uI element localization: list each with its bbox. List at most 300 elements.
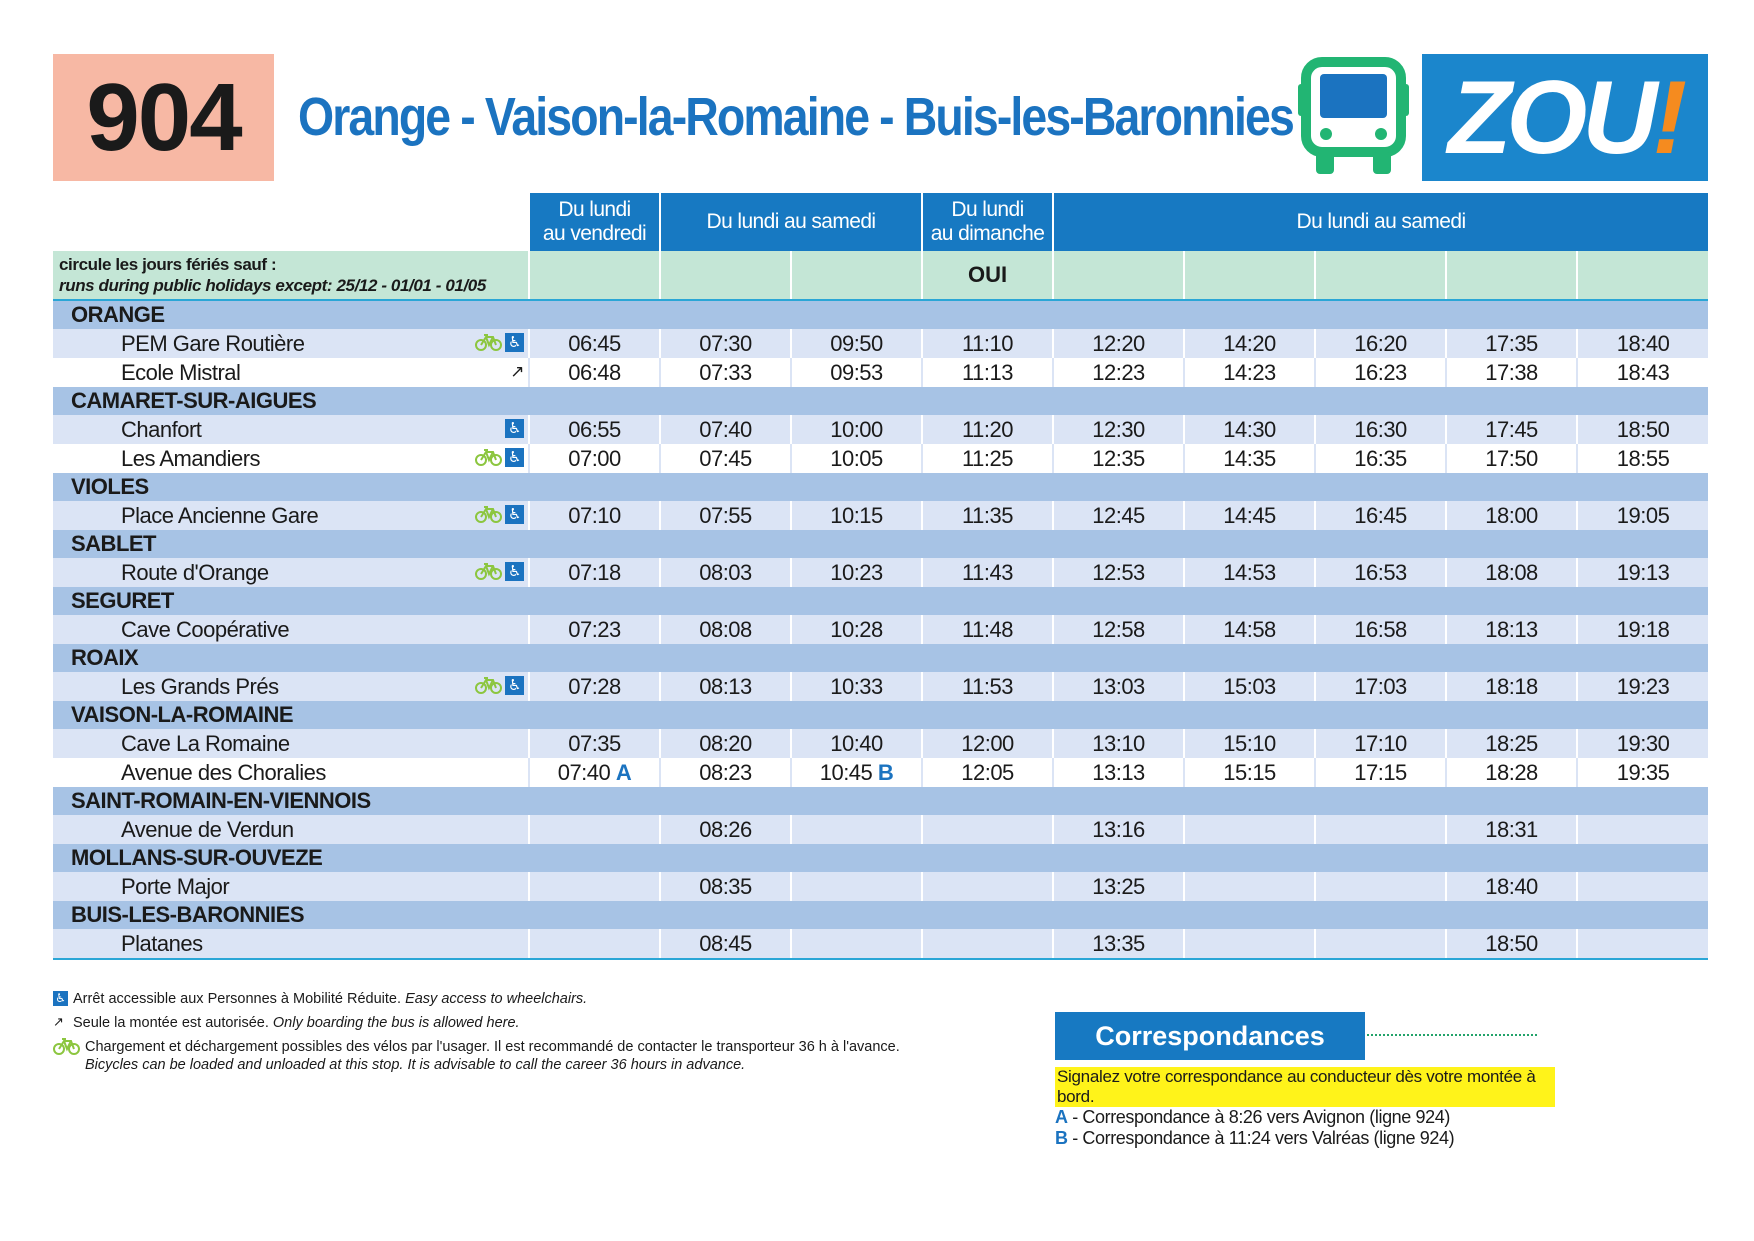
departure-time	[1446, 558, 1577, 587]
stop-name-cell	[53, 444, 529, 473]
departure-time	[1315, 929, 1446, 959]
bicycle-icon	[475, 562, 502, 581]
time-value: 08:26	[699, 816, 752, 842]
legend-bike-en: Bicycles can be loaded and unloaded at this stop. It is advisable to call the career 36 hours in advance.	[85, 1057, 746, 1073]
legend-wheelchair-fr: Arrêt accessible aux Personnes à Mobilité Réduite.	[73, 991, 402, 1007]
legend	[53, 990, 1013, 1080]
departure-time	[1184, 558, 1315, 587]
departure-time	[529, 815, 660, 844]
time-value: 14:58	[1223, 616, 1276, 642]
departure-time	[1577, 329, 1708, 358]
time-value: 07:55	[699, 502, 752, 528]
stop-row	[53, 729, 1708, 758]
holiday-value	[529, 251, 660, 300]
time-value: 14:35	[1223, 445, 1276, 471]
stop-name: Les Amandiers	[121, 445, 261, 471]
departure-time	[1184, 444, 1315, 473]
departure-time	[529, 929, 660, 959]
stop-row	[53, 929, 1708, 959]
wheelchair-icon: ♿	[53, 991, 68, 1006]
time-value: 14:20	[1223, 330, 1276, 356]
time-value: 13:10	[1092, 730, 1145, 756]
departure-time	[1315, 729, 1446, 758]
time-value: 13:35	[1092, 930, 1145, 956]
time-value: 16:45	[1354, 502, 1407, 528]
time-value: 11:35	[962, 502, 1013, 528]
departure-time	[791, 444, 922, 473]
departure-time	[791, 729, 922, 758]
holiday-value	[1315, 251, 1446, 300]
column-group-label: Du lundi	[951, 198, 1024, 221]
column-header-row	[53, 193, 1708, 251]
time-value: 12:35	[1092, 445, 1145, 471]
town-row	[53, 300, 1708, 329]
stop-name-cell	[53, 815, 529, 844]
legend-wheelchair	[53, 990, 1013, 1008]
departure-time	[922, 358, 1053, 387]
departure-time	[1053, 358, 1184, 387]
stop-name-cell	[53, 929, 529, 959]
line-number-badge: 904	[53, 54, 274, 181]
time-value: 11:25	[962, 445, 1013, 471]
town-name: SAINT-ROMAIN-EN-VIENNOIS	[53, 787, 1708, 815]
column-group-label: au vendredi	[542, 222, 647, 245]
stop-name-cell	[53, 558, 529, 587]
holiday-label-fr: circule les jours fériés sauf :	[59, 255, 277, 274]
stop-icons	[475, 562, 524, 581]
time-value: 08:35	[699, 873, 752, 899]
departure-time	[922, 415, 1053, 444]
departure-time	[922, 558, 1053, 587]
holiday-value: OUI	[922, 251, 1053, 300]
time-value: 19:35	[1616, 759, 1670, 785]
departure-time	[1577, 358, 1708, 387]
stop-name-cell	[53, 415, 529, 444]
time-value: 11:53	[962, 673, 1013, 699]
town-row	[53, 387, 1708, 415]
town-row	[53, 844, 1708, 872]
timetable-body	[53, 300, 1708, 959]
departure-time	[1446, 329, 1577, 358]
stop-name-cell	[53, 501, 529, 530]
departure-time	[1184, 872, 1315, 901]
time-value: 16:23	[1354, 359, 1407, 385]
departure-time	[1577, 615, 1708, 644]
time-value: 06:55	[568, 416, 621, 442]
departure-time	[660, 929, 791, 959]
bicycle-icon	[475, 333, 502, 352]
departure-time	[1315, 558, 1446, 587]
connection-item-a	[1055, 1107, 1555, 1128]
route-title: Orange - Vaison-la-Romaine - Buis-les-Baronnies	[298, 87, 1293, 147]
departure-time	[1184, 415, 1315, 444]
column-group-label: Du lundi	[558, 198, 631, 221]
column-group-mon-sat-2	[1053, 193, 1708, 251]
time-value: 19:13	[1616, 559, 1670, 585]
stop-row	[53, 329, 1708, 358]
time-value: 10:45	[819, 759, 873, 785]
departure-time	[791, 558, 922, 587]
time-value: 15:15	[1223, 759, 1276, 785]
departure-time	[922, 501, 1053, 530]
stop-row	[53, 872, 1708, 901]
departure-time	[529, 758, 660, 787]
stop-row	[53, 358, 1708, 387]
departure-time	[791, 929, 922, 959]
time-value: 12:58	[1092, 616, 1145, 642]
stop-name: Route d'Orange	[121, 559, 269, 585]
time-value: 07:40	[557, 759, 611, 785]
time-value: 14:45	[1223, 502, 1276, 528]
time-value: 07:23	[568, 616, 621, 642]
departure-time	[1184, 672, 1315, 701]
time-value: 08:20	[699, 730, 752, 756]
legend-boarding	[53, 1014, 1013, 1032]
departure-time	[1184, 729, 1315, 758]
time-value: 18:40	[1616, 330, 1670, 356]
time-value: 18:55	[1616, 445, 1670, 471]
town-name: VIOLES	[53, 473, 1708, 501]
stop-row	[53, 415, 1708, 444]
time-value: 11:13	[962, 359, 1013, 385]
departure-time	[1184, 758, 1315, 787]
holiday-value	[791, 251, 922, 300]
departure-time	[1053, 929, 1184, 959]
time-value: 10:40	[830, 730, 883, 756]
departure-time	[1315, 415, 1446, 444]
zou-logo	[1422, 54, 1708, 181]
stop-name: Platanes	[121, 930, 203, 956]
departure-time	[1315, 872, 1446, 901]
connection-text: - Correspondance à 8:26 vers Avignon (ligne 924)	[1067, 1107, 1450, 1127]
connection-note-letter: A	[615, 759, 632, 785]
time-value: 17:10	[1354, 730, 1407, 756]
stop-icons	[475, 448, 524, 467]
stop-name: PEM Gare Routière	[121, 330, 305, 356]
time-value: 19:18	[1616, 616, 1670, 642]
departure-time	[1577, 929, 1708, 959]
stop-name: Avenue des Choralies	[121, 759, 326, 785]
departure-time	[660, 415, 791, 444]
departure-time	[791, 615, 922, 644]
stop-name: Chanfort	[121, 416, 202, 442]
boarding-only-arrow-icon: ↗	[510, 362, 524, 382]
time-value: 12:00	[961, 730, 1014, 756]
town-row	[53, 701, 1708, 729]
time-value: 16:58	[1354, 616, 1407, 642]
departure-time	[1184, 615, 1315, 644]
time-value: 11:43	[962, 559, 1013, 585]
time-value: 17:45	[1485, 416, 1538, 442]
departure-time	[660, 872, 791, 901]
legend-boarding-en: Only boarding the bus is allowed here.	[272, 1015, 520, 1031]
boarding-only-arrow-icon: ↗	[53, 1015, 64, 1030]
time-value: 07:28	[568, 673, 621, 699]
departure-time	[529, 444, 660, 473]
stop-icons	[475, 505, 524, 524]
time-value: 07:33	[699, 359, 752, 385]
stop-name: Cave La Romaine	[121, 730, 290, 756]
departure-time	[529, 615, 660, 644]
departure-time	[1446, 501, 1577, 530]
time-value: 08:03	[699, 559, 752, 585]
departure-time	[1446, 358, 1577, 387]
holiday-label	[53, 251, 529, 300]
departure-time	[1053, 501, 1184, 530]
time-value: 07:10	[568, 502, 621, 528]
stop-row	[53, 758, 1708, 787]
connections-panel	[1055, 1012, 1555, 1149]
time-value: 17:50	[1485, 445, 1538, 471]
departure-time	[660, 672, 791, 701]
town-name: MOLLANS-SUR-OUVEZE	[53, 844, 1708, 872]
stop-name: Porte Major	[121, 873, 230, 899]
departure-time	[1184, 358, 1315, 387]
departure-time	[1446, 444, 1577, 473]
departure-time	[1446, 615, 1577, 644]
departure-time	[922, 729, 1053, 758]
departure-time	[1577, 558, 1708, 587]
departure-time	[529, 415, 660, 444]
departure-time	[529, 358, 660, 387]
zou-logo-mark: !	[1652, 59, 1683, 176]
town-name: SABLET	[53, 530, 1708, 558]
holiday-label-en: runs during public holidays except: 25/12 - 01/01 - 01/05	[59, 276, 486, 295]
column-group-weekdays	[529, 193, 660, 251]
column-group-label: Du lundi au samedi	[706, 210, 876, 233]
stop-row	[53, 615, 1708, 644]
stop-name: Avenue de Verdun	[121, 816, 294, 842]
time-value: 16:53	[1354, 559, 1407, 585]
wheelchair-icon: ♿	[505, 419, 524, 438]
stop-row	[53, 444, 1708, 473]
holiday-value	[1184, 251, 1315, 300]
column-group-label: au dimanche	[930, 222, 1045, 245]
stop-name-cell	[53, 758, 529, 787]
departure-time	[1577, 672, 1708, 701]
holiday-value	[660, 251, 791, 300]
departure-time	[660, 758, 791, 787]
departure-time	[791, 501, 922, 530]
departure-time	[791, 415, 922, 444]
departure-time	[1053, 558, 1184, 587]
time-value: 18:00	[1485, 502, 1538, 528]
time-value: 14:23	[1223, 359, 1276, 385]
connection-note-letter: B	[877, 759, 894, 785]
time-value: 18:50	[1616, 416, 1670, 442]
departure-time	[1053, 444, 1184, 473]
departure-time	[1053, 815, 1184, 844]
stop-name-cell	[53, 672, 529, 701]
column-group-label: Du lundi au samedi	[1296, 210, 1466, 233]
legend-boarding-fr: Seule la montée est autorisée.	[73, 1015, 269, 1031]
time-value: 07:40	[699, 416, 752, 442]
town-row	[53, 530, 1708, 558]
time-value: 19:05	[1616, 502, 1670, 528]
departure-time	[1053, 729, 1184, 758]
departure-time	[660, 501, 791, 530]
time-value: 10:28	[830, 616, 883, 642]
town-row	[53, 787, 1708, 815]
departure-time	[1315, 758, 1446, 787]
column-group-mon-sat	[660, 193, 922, 251]
legend-bike-fr: Chargement et déchargement possibles des vélos par l'usager. Il est recommandé de contacter le transporteur 36 h à l'avance.	[85, 1039, 900, 1055]
departure-time	[529, 501, 660, 530]
town-row	[53, 587, 1708, 615]
departure-time	[660, 358, 791, 387]
time-value: 18:40	[1485, 873, 1538, 899]
wheelchair-icon: ♿	[505, 333, 524, 352]
connections-divider	[1367, 1034, 1537, 1036]
stop-name: Cave Coopérative	[121, 616, 290, 642]
town-row	[53, 473, 1708, 501]
stop-row	[53, 815, 1708, 844]
time-value: 07:18	[568, 559, 621, 585]
departure-time	[791, 815, 922, 844]
time-value: 08:08	[699, 616, 752, 642]
departure-time	[1053, 672, 1184, 701]
departure-time	[1315, 615, 1446, 644]
departure-time	[922, 872, 1053, 901]
departure-time	[1053, 615, 1184, 644]
departure-time	[1446, 815, 1577, 844]
departure-time	[660, 815, 791, 844]
departure-time	[791, 758, 922, 787]
time-value: 17:35	[1485, 330, 1538, 356]
wheelchair-icon: ♿	[505, 676, 524, 695]
departure-time	[922, 329, 1053, 358]
time-value: 12:45	[1092, 502, 1145, 528]
bicycle-icon	[475, 676, 502, 695]
time-value: 10:23	[830, 559, 883, 585]
time-value: 18:50	[1485, 930, 1538, 956]
departure-time	[660, 329, 791, 358]
time-value: 08:23	[699, 759, 752, 785]
holiday-value	[1446, 251, 1577, 300]
departure-time	[1577, 729, 1708, 758]
departure-time	[1315, 329, 1446, 358]
departure-time	[922, 615, 1053, 644]
stop-name-cell	[53, 329, 529, 358]
time-value: 18:08	[1485, 559, 1538, 585]
time-value: 18:25	[1485, 730, 1538, 756]
town-name: BUIS-LES-BARONNIES	[53, 901, 1708, 929]
time-value: 11:20	[962, 416, 1013, 442]
legend-bike	[53, 1038, 1013, 1074]
departure-time	[1446, 929, 1577, 959]
connections-title: Correspondances	[1055, 1012, 1365, 1060]
time-value: 08:45	[699, 930, 752, 956]
stop-name: Place Ancienne Gare	[121, 502, 319, 528]
departure-time	[791, 329, 922, 358]
stop-name-cell	[53, 729, 529, 758]
time-value: 12:23	[1092, 359, 1145, 385]
time-value: 07:00	[568, 445, 621, 471]
legend-wheelchair-en: Easy access to wheelchairs.	[405, 991, 588, 1007]
departure-time	[1315, 358, 1446, 387]
time-value: 17:03	[1354, 673, 1407, 699]
time-value: 09:50	[830, 330, 883, 356]
time-value: 15:03	[1223, 673, 1276, 699]
wheelchair-icon: ♿	[505, 505, 524, 524]
departure-time	[791, 872, 922, 901]
time-value: 07:45	[699, 445, 752, 471]
departure-time	[922, 444, 1053, 473]
time-value: 18:43	[1616, 359, 1670, 385]
time-value: 13:16	[1092, 816, 1145, 842]
time-value: 18:13	[1485, 616, 1538, 642]
time-value: 17:38	[1485, 359, 1538, 385]
departure-time	[1053, 872, 1184, 901]
departure-time	[1577, 872, 1708, 901]
departure-time	[529, 729, 660, 758]
wheelchair-icon: ♿	[505, 448, 524, 467]
departure-time	[922, 758, 1053, 787]
departure-time	[660, 615, 791, 644]
time-value: 12:05	[961, 759, 1014, 785]
stop-name-cell	[53, 358, 529, 387]
stop-icons	[475, 676, 524, 695]
departure-time	[1053, 758, 1184, 787]
departure-time	[1184, 329, 1315, 358]
departure-time	[1315, 444, 1446, 473]
departure-time	[922, 672, 1053, 701]
holiday-row	[53, 251, 1708, 300]
time-value: 10:33	[830, 673, 883, 699]
time-value: 18:18	[1485, 673, 1538, 699]
time-value: 13:13	[1092, 759, 1145, 785]
departure-time	[1577, 815, 1708, 844]
stop-row	[53, 501, 1708, 530]
time-value: 14:53	[1223, 559, 1276, 585]
departure-time	[791, 358, 922, 387]
zou-logo-text: ZOU	[1447, 59, 1653, 176]
wheelchair-icon: ♿	[505, 562, 524, 581]
connection-item-b	[1055, 1128, 1555, 1149]
stop-name: Ecole Mistral	[121, 359, 241, 385]
time-value: 10:15	[830, 502, 883, 528]
time-value: 12:30	[1092, 416, 1145, 442]
connections-note: Signalez votre correspondance au conducteur dès votre montée à bord.	[1055, 1067, 1555, 1107]
connection-text: - Correspondance à 11:24 vers Valréas (ligne 924)	[1067, 1128, 1455, 1148]
departure-time	[922, 929, 1053, 959]
stop-row	[53, 672, 1708, 701]
departure-time	[660, 729, 791, 758]
time-value: 19:23	[1616, 673, 1670, 699]
bicycle-icon	[53, 1038, 80, 1055]
departure-time	[529, 558, 660, 587]
departure-time	[660, 558, 791, 587]
departure-time	[1184, 501, 1315, 530]
town-row	[53, 644, 1708, 672]
bicycle-icon	[475, 448, 502, 467]
departure-time	[922, 815, 1053, 844]
stop-name-cell	[53, 872, 529, 901]
stop-icons	[475, 333, 524, 352]
header-spacer	[53, 193, 529, 251]
time-value: 11:10	[962, 330, 1013, 356]
time-value: 06:48	[568, 359, 621, 385]
time-value: 07:35	[568, 730, 621, 756]
time-value: 06:45	[568, 330, 621, 356]
departure-time	[1053, 329, 1184, 358]
departure-time	[529, 672, 660, 701]
time-value: 10:05	[830, 445, 883, 471]
time-value: 08:13	[699, 673, 752, 699]
stop-icons	[510, 362, 524, 382]
time-value: 10:00	[830, 416, 883, 442]
time-value: 18:31	[1485, 816, 1538, 842]
